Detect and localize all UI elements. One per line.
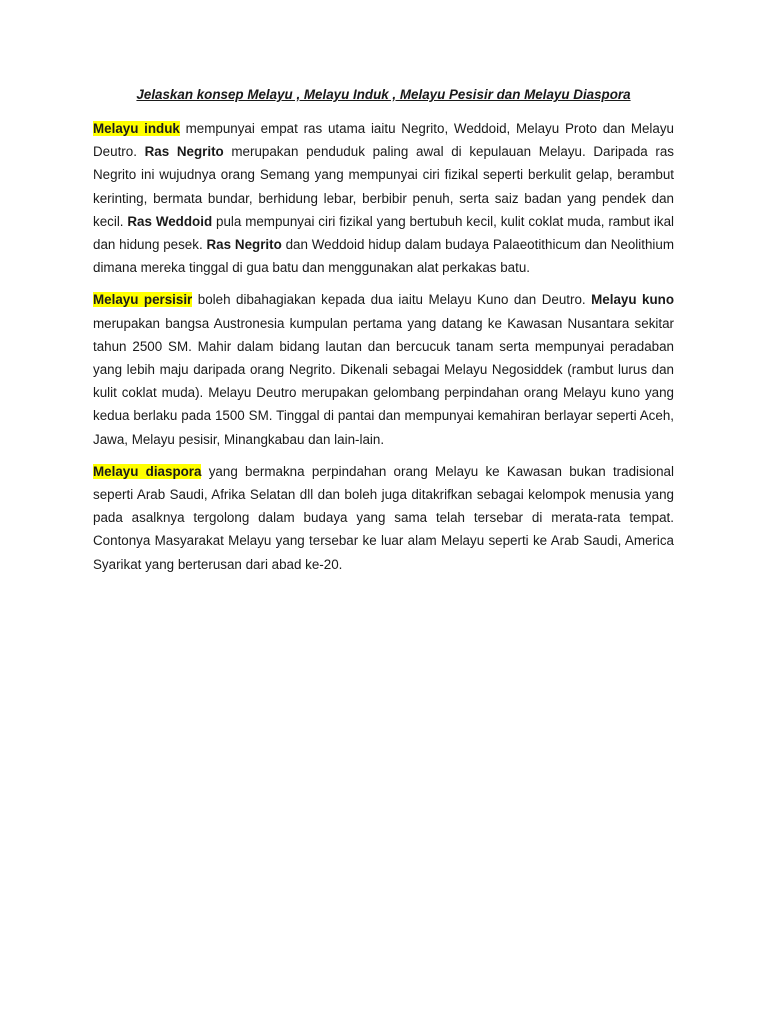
body-text: dan Weddoid hidup dalam budaya Palaeotithicum dan Neolithium dimana mereka tinggal di gua batu dan menggunakan alat perkakas batu. (93, 237, 674, 276)
bold-term-melayu-kuno: Melayu kuno (591, 292, 674, 308)
highlighted-term-melayu-persisir: Melayu persisir (93, 292, 193, 308)
highlighted-term-melayu-diaspora: Melayu diaspora (93, 463, 202, 479)
bold-term-ras-negrito: Ras Negrito (144, 144, 224, 160)
body-text: yang bermakna perpindahan orang Melayu ke Kawasan bukan tradisional seperti Arab Saudi, Afrika Selatan dll dan boleh juga ditakrifkan sebagai kelompok menusia yang pada asalknya tergolong dalam budaya yang sama telah tersebar di merata-rata tempat. Contonya Masyarakat Melayu yang tersebar ke luar alam Melayu seperti ke Arab Saudi, America Syarikat yang berterusan dari abad ke-20. (93, 463, 674, 572)
bold-term-ras-weddoid: Ras Weddoid (127, 213, 213, 229)
bold-term-ras-negrito: Ras Negrito (206, 237, 282, 253)
body-text: merupakan penduduk paling awal di kepulauan Melayu. Daripada ras Negrito ini wujudnya orang Semang yang mempunyai ciri fizikal seperti berkulit gelap, berambut kerinting, bermata bundar, berhidung lebar, berbibir penuh, serta saiz badan yang pendek dan kecil. (93, 144, 674, 229)
body-text: merupakan bangsa Austronesia kumpulan pertama yang datang ke Kawasan Nusantara sekitar tahun 2500 SM. Mahir dalam bidang lautan dan bercucuk tanam serta mempunyai peradaban yang lebih maju daripada orang Negrito. Dikenali sebagai Melayu Negosiddek (rambut lurus dan kulit coklat muda). Melayu Deutro merupakan gelombang perpindahan orang Melayu kuno yang kedua berlaku pada 1500 SM. Tinggal di pantai dan mempunyai kemahiran berlayar seperti Aceh, Jawa, Melayu pesisir, Minangkabau dan lain-lain. (93, 315, 674, 447)
highlighted-term-melayu-induk: Melayu induk (93, 121, 180, 136)
document-page (93, 86, 674, 576)
document-title: Jelaskan konsep Melayu , Melayu Induk , Melayu Pesisir dan Melayu Diaspora (136, 87, 631, 102)
body-text: boleh dibahagiakan kepada dua iaitu Melayu Kuno dan Deutro. (192, 292, 592, 308)
body-text: pula mempunyai ciri fizikal yang bertubuh kecil, kulit coklat muda, rambut ikal dan hidung pesek. (93, 213, 674, 253)
paragraph-melayu-persisir (93, 288, 674, 450)
body-text: mempunyai empat ras utama iaitu Negrito, Weddoid, Melayu Proto dan Melayu Deutro. (93, 121, 674, 160)
paragraph-melayu-diaspora (93, 460, 674, 576)
paragraph-melayu-induk (93, 117, 674, 279)
